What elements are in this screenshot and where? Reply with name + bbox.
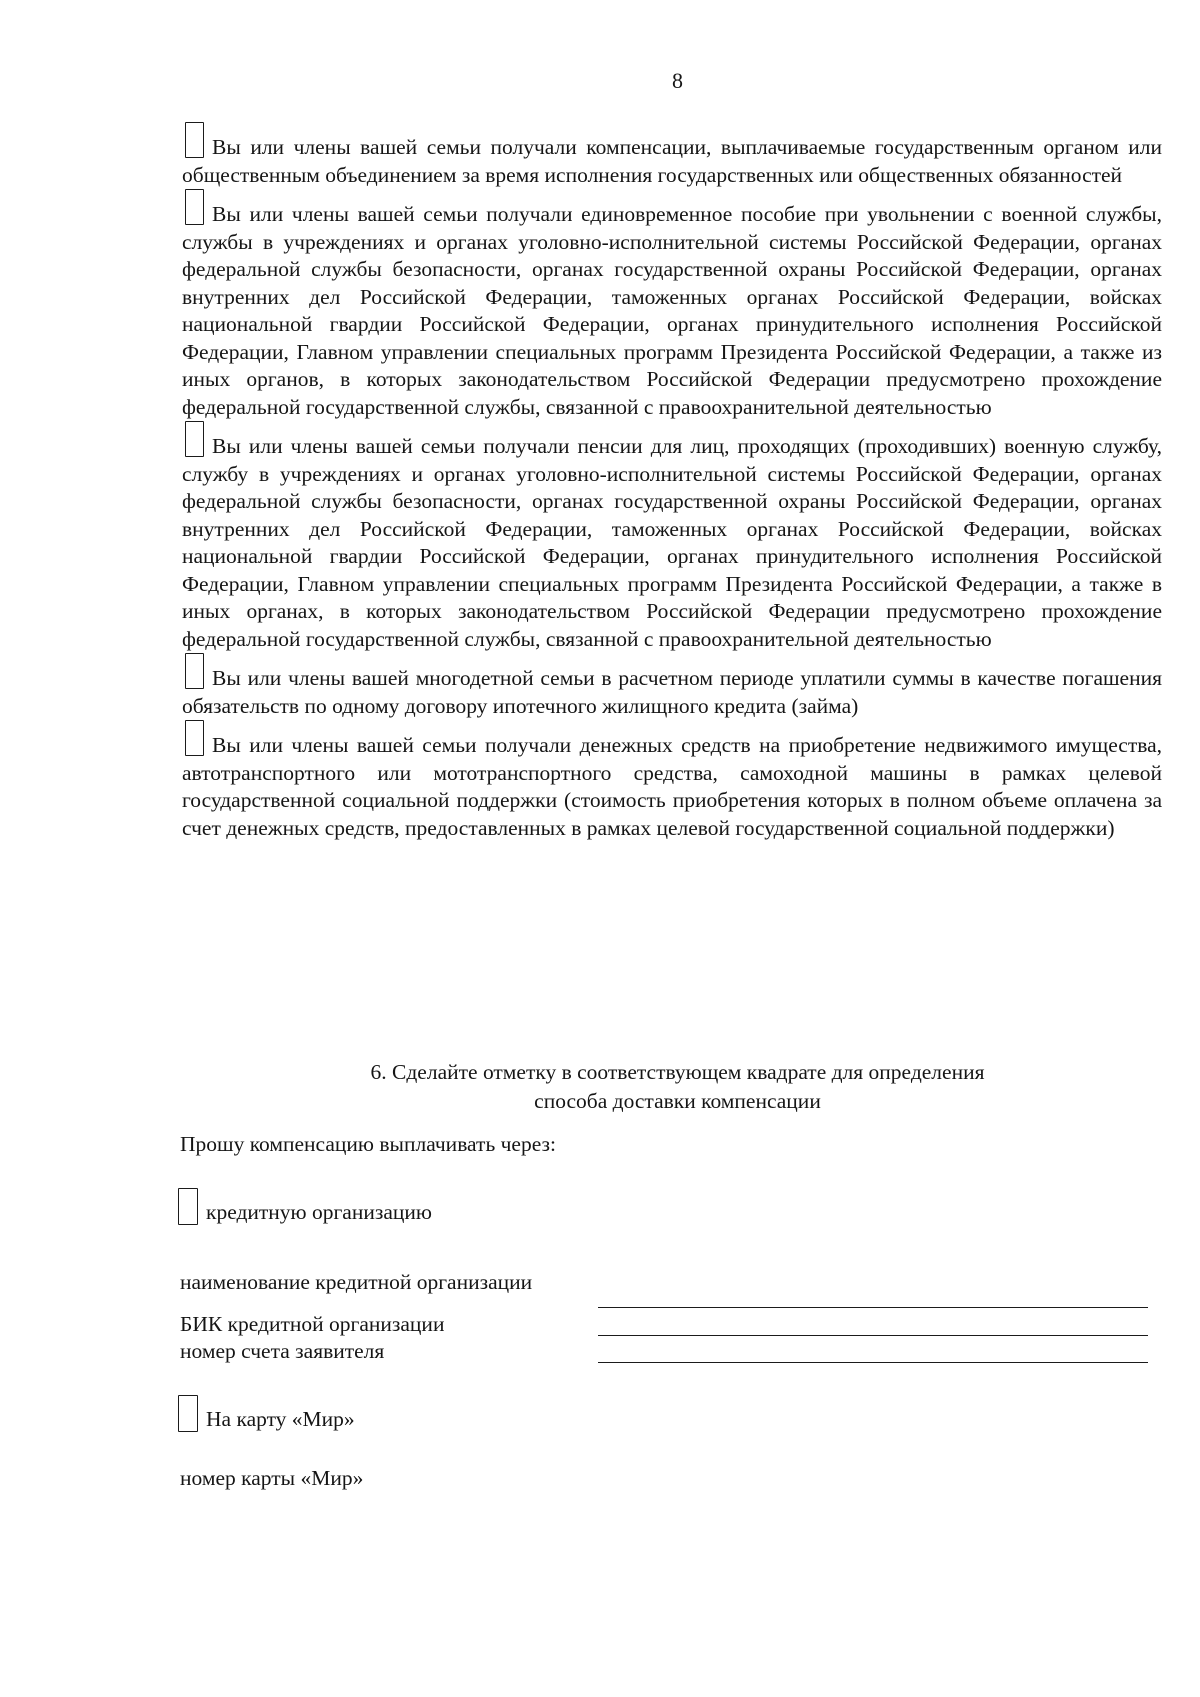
checkbox-pension[interactable] [185,421,204,457]
bank-name-field[interactable] [598,1283,1148,1308]
account-number-label: номер счета заявителя [180,1339,385,1363]
option-mir-card-label: На карту «Мир» [206,1407,355,1431]
checklist-item-text: Вы или члены вашей семьи получали единовременное пособие при увольнении с военной службы, службы в учреждениях и органах уголовно-исполнительной системы Российской Федерации, органах федеральной службы безопасности, органах государственной охраны Российской Федерации, органах внутренних дел Российской Федерации, таможенных органах Российской Федерации, войсках национальной гвардии Российской Федерации, органах принудительного исполнения Российской Федерации, Главном управлении специальных программ Президента Российской Федерации, а также из иных органов, в которых законодательством Российской Федерации предусмотрено прохождение федеральной государственной службы, связанной с правоохранительной деятельностью [182,202,1162,419]
checkbox-mortgage[interactable] [185,653,204,689]
section-6-title-line-1: 6. Сделайте отметку в соответствующем квадрате для определения [370,1060,985,1084]
page-number: 8 [672,68,683,93]
checklist-item-text: Вы или члены вашей семьи получали компенсации, выплачиваемые государственным органом или общественным объединением за время исполнения государственных или общественных обязанностей [182,135,1162,187]
checklist-item-pension [182,433,1162,653]
checklist-item-text: Вы или члены вашей семьи получали денежных средств на приобретение недвижимого имущества, автотранспортного или мототранспортного средства, самоходной машины в рамках целевой государственной социальной поддержки (стоимость приобретения которых в полном объеме оплачена за счет денежных средств, предоставленных в рамках целевой государственной социальной поддержки) [182,733,1162,840]
checkbox-credit-organization[interactable] [178,1188,198,1225]
checkbox-mir-card[interactable] [178,1395,198,1432]
option-mir-card [178,1395,355,1432]
checkbox-severance[interactable] [185,189,204,225]
account-number-field[interactable] [598,1338,1148,1363]
section-6-title-line-2: способа доставки компенсации [534,1089,821,1113]
section-6-title [0,1058,1200,1116]
checklist-item-mortgage [182,665,1162,720]
payment-request-text: Прошу компенсацию выплачивать через: [180,1132,556,1156]
bik-field[interactable] [598,1311,1148,1336]
checkbox-social-support[interactable] [185,720,204,756]
option-credit-organization-label: кредитную организацию [206,1200,432,1224]
bank-name-label: наименование кредитной организации [180,1270,533,1294]
option-credit-organization [178,1188,432,1225]
checkbox-compensation[interactable] [185,122,204,158]
bik-label: БИК кредитной организации [180,1312,445,1336]
card-number-label: номер карты «Мир» [180,1466,364,1490]
checklist-item-social-support [182,732,1162,842]
checklist-item-text: Вы или члены вашей семьи получали пенсии для лиц, проходящих (проходивших) военную службу, службу в учреждениях и органах уголовно-исполнительной системы Российской Федерации, органах федеральной службы безопасности, органах государственной охраны Российской Федерации, органах внутренних дел Российской Федерации, таможенных органах Российской Федерации, войсках национальной гвардии Российской Федерации, органах принудительного исполнения Российской Федерации, Главном управлении специальных программ Президента Российской Федерации, а также в иных органах, в которых законодательством Российской Федерации предусмотрено прохождение федеральной государственной службы, связанной с правоохранительной деятельностью [182,434,1162,651]
checklist-item-compensation [182,134,1162,189]
checklist-item-text: Вы или члены вашей многодетной семьи в расчетном периоде уплатили суммы в качестве погашения обязательств по одному договору ипотечного жилищного кредита (займа) [182,666,1162,718]
income-checklist [182,134,1162,842]
checklist-item-severance [182,201,1162,421]
